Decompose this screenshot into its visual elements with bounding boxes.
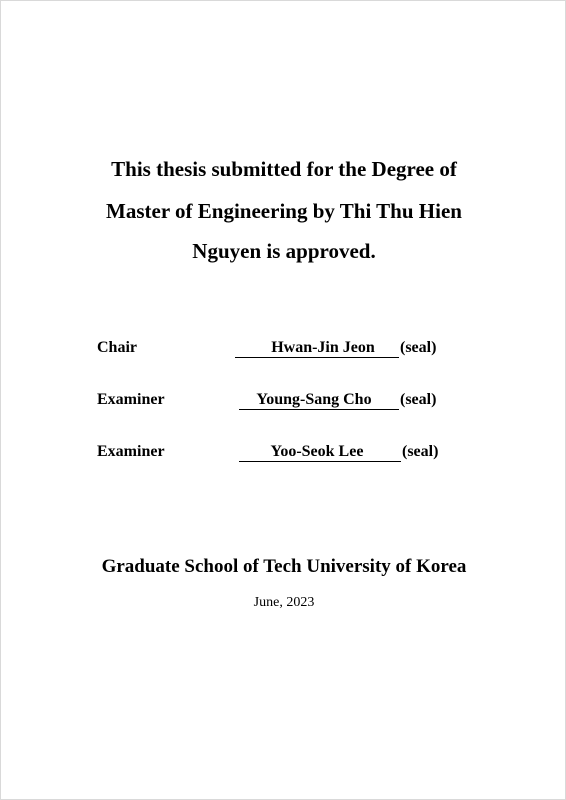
approval-statement-line-1: This thesis submitted for the Degree of [111,157,457,181]
committee-member-name: Young-Sang Cho [256,391,372,408]
signature-row-examiner-1 [1,390,566,412]
approval-statement-line-2: Master of Engineering by Thi Thu Hien [106,199,462,223]
committee-member-name: Hwan-Jin Jeon [271,339,375,356]
seal-label: (seal) [400,339,437,356]
committee-role: Examiner [97,443,165,460]
seal-label: (seal) [400,391,437,408]
signature-row-chair [1,338,566,360]
seal-label: (seal) [402,443,439,460]
approval-statement-line-3: Nguyen is approved. [192,239,376,263]
signature-line [239,390,399,410]
signature-line [239,442,401,462]
signature-line [235,338,399,358]
signature-row-examiner-2 [1,442,566,464]
institution-name: Graduate School of Tech University of Korea [101,556,467,577]
committee-role: Chair [97,339,137,356]
committee-member-name: Yoo-Seok Lee [270,443,364,460]
committee-role: Examiner [97,391,165,408]
approval-date: June, 2023 [253,595,315,610]
